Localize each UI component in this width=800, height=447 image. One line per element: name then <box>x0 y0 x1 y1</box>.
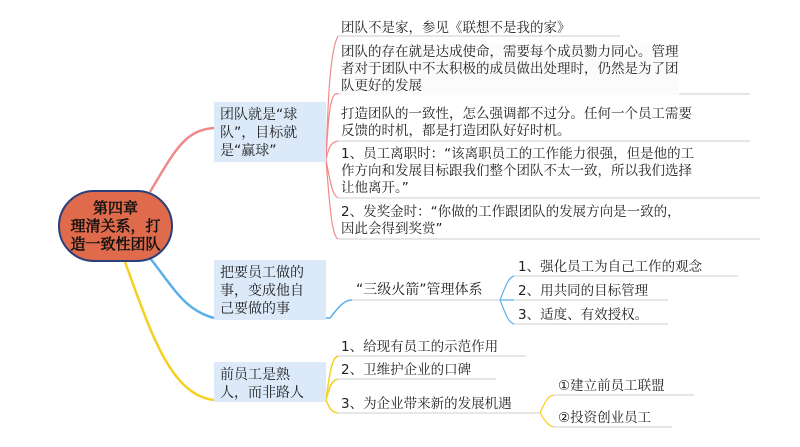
branch-former-employees[interactable]: 前员工是熟 人，而非路人 <box>214 362 326 402</box>
b2-sub-topic[interactable]: “三级火箭”管理体系 <box>356 282 483 298</box>
b1-leaf-2[interactable]: 团队的存在就是达成使命，需要每个成员勠力同心。管理 者对于团队中不太积极的成员做出处理时，仍然是为了团 队更好的发展 <box>341 44 679 94</box>
edge-root-branch2 <box>150 258 214 318</box>
b3-leaf-1[interactable]: 1、给现有员工的示范作用 <box>341 339 499 355</box>
b3-sub-leaf-1[interactable]: ①建立前员工联盟 <box>558 378 665 394</box>
b3-leaf-2[interactable]: 2、卫维护企业的口碑 <box>341 362 472 378</box>
b3-leaf-3[interactable]: 3、为企业带来新的发展机遇 <box>341 396 512 412</box>
b1-leaf-1[interactable]: 团队不是家，参见《联想不是我的家》 <box>341 20 571 36</box>
branch-team-is-team[interactable]: 团队就是“球 队”，目标就 是“赢球” <box>214 102 326 162</box>
edge-branch1-bracket <box>326 36 338 239</box>
b3-sub-leaf-2[interactable]: ②投资创业员工 <box>558 410 652 426</box>
b2-leaf-1[interactable]: 1、强化员工为自己工作的观念 <box>518 259 703 275</box>
b1-leaf-4[interactable]: 1、员工离职时：“该离职员工的工作能力很强，但是他的工 作方向和发展目标跟我们整个团队不太一致，所以我们选择 让他离开。” <box>341 146 695 196</box>
edge-branch2-sub-bracket <box>500 276 514 324</box>
b1-leaf-3[interactable]: 打造团队的一致性，怎么强调都不过分。任何一个员工需要 反馈的时机，都是打造团队好好时机。 <box>341 106 692 139</box>
edge-branch3-sub-bracket <box>540 395 554 427</box>
branch-make-their-own[interactable]: 把要员工做的 事，变成他自 己要做的事 <box>214 260 326 320</box>
b2-leaf-3[interactable]: 3、适度、有效授权。 <box>518 307 649 323</box>
b1-leaf-5[interactable]: 2、发奖金时：“你做的工作跟团队的发展方向是一致的， 因此会得到奖赏” <box>341 204 681 237</box>
root-topic[interactable]: 第四章 理清关系，打 造一致性团队 <box>58 190 173 262</box>
b2-leaf-2[interactable]: 2、用共同的目标管理 <box>518 283 649 299</box>
edge-root-branch1 <box>150 128 214 192</box>
